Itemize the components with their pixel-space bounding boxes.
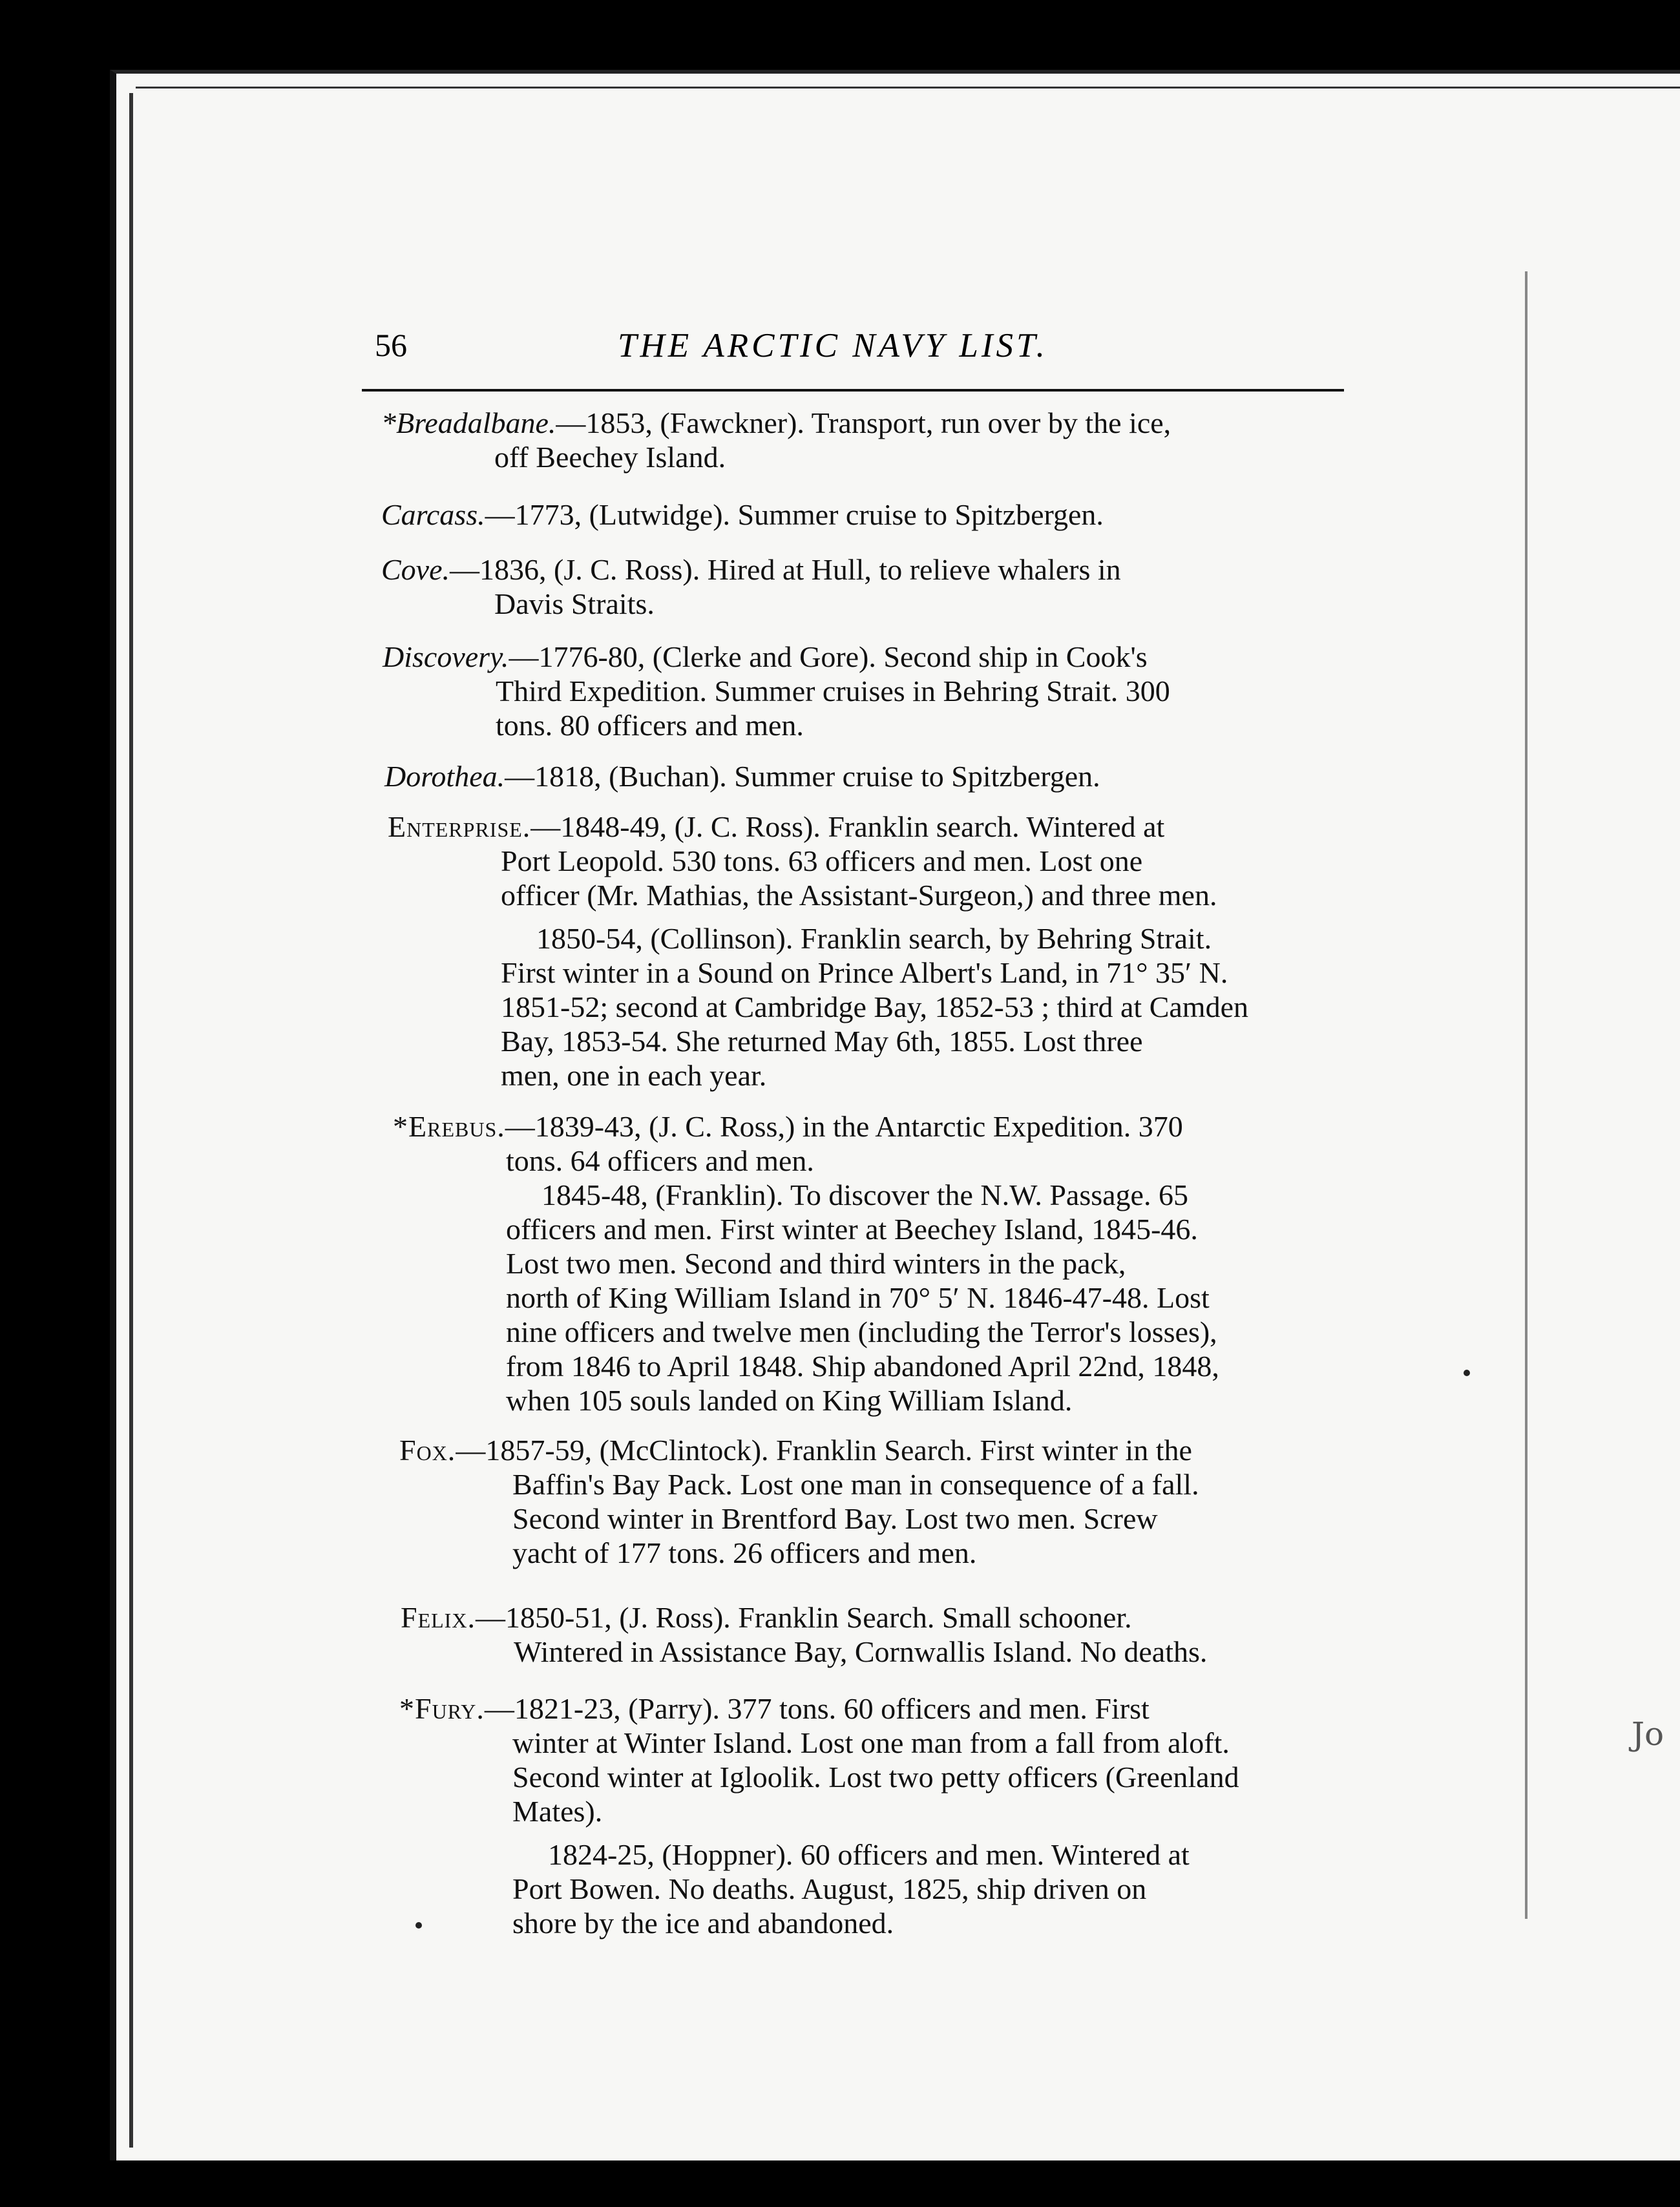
entry-enterprise: Enterprise.—1848-49, (J. C. Ross). Franklin search. Wintered at Port Leopold. 530 tons. 63 officers and men. Lost one officer (Mr. Mathias, the Assistant-Surgeon,) and three men. 1850-54, (Collinson). Franklin search, by Behring Strait. First winter in a Sound on Prince Albert's Land, in 71° 35′ N. 1851-52; second at Cambridge Bay, 1852-53 ; third at Camden Bay, 1853-54. She returned May 6th, 1855. Lost three men, one in each year. <box>388 810 1249 1092</box>
binding-crease <box>1525 271 1528 1919</box>
ship-name: Cove. <box>381 553 450 586</box>
ship-name: Enterprise. <box>388 810 531 843</box>
entry-fury-voyage-2: 1824-25, (Hoppner). 60 officers and men. Wintered at <box>548 1838 1190 1871</box>
ship-name: *Fury. <box>399 1692 485 1725</box>
entry-breadalbane: *Breadalbane.—1853, (Fawckner). Transport, run over by the ice, off Beechey Island. <box>381 406 1171 474</box>
ink-speck <box>415 1922 422 1929</box>
ship-name: Carcass. <box>381 498 485 531</box>
entry-enterprise-voyage-2: 1850-54, (Collinson). Franklin search, by Behring Strait. <box>536 922 1212 955</box>
entry-cove: Cove.—1836, (J. C. Ross). Hired at Hull, to relieve whalers in Davis Straits. <box>381 553 1121 620</box>
entry-fox: Fox.—1857-59, (McClintock). Franklin Search. First winter in the Baffin's Bay Pack. Lost one man in consequence of a fall. Second winter in Brentford Bay. Lost two men. Screw yacht of 177 tons. 26 officers and men. <box>399 1434 1199 1569</box>
entry-fury: *Fury.—1821-23, (Parry). 377 tons. 60 officers and men. First winter at Winter Island. Lost one man from a fall from aloft. Second winter at Igloolik. Lost two petty officers (Greenland Mates). 1824-25, (Hoppner). 60 officers and men. Wintered at Port Bowen. No deaths. August, 1825, ship driven on shore by the ice and abandoned. <box>399 1692 1239 1940</box>
header-rule <box>362 389 1344 392</box>
entry-discovery: Discovery.—1776-80, (Clerke and Gore). Second ship in Cook's Third Expedition. Summer cruises in Behring Strait. 300 tons. 80 officers and men. <box>383 640 1170 742</box>
ink-speck <box>1464 1370 1470 1376</box>
entry-erebus: *Erebus.—1839-43, (J. C. Ross,) in the Antarctic Expedition. 370 tons. 64 officers and men. 1845-48, (Franklin). To discover the N.W. Passage. 65 officers and men. First winter at Beechey Island, 1845-46. Lost two men. Second and third winters in the pack, north of King William Island in 70° 5′ N. 1846-47-48. Lost nine officers and twelve men (including the Terror's losses), from 1846 to April 1848. Ship abandoned April 22nd, 1848, when 105 souls landed on King William Island. <box>393 1110 1219 1417</box>
ship-name: Discovery. <box>383 640 509 673</box>
running-title: THE ARCTIC NAVY LIST. <box>618 327 1048 364</box>
page-gutter-line <box>129 93 133 2148</box>
entry-felix: Felix.—1850-51, (J. Ross). Franklin Search. Small schooner. Wintered in Assistance Bay, Cornwallis Island. No deaths. <box>401 1601 1208 1668</box>
entry-carcass: Carcass.—1773, (Lutwidge). Summer cruise to Spitzbergen. <box>381 498 1104 531</box>
entry-dorothea: Dorothea.—1818, (Buchan). Summer cruise to Spitzbergen. <box>384 760 1100 793</box>
ship-name: *Breadalbane. <box>381 406 556 439</box>
ship-name: Fox. <box>399 1434 456 1467</box>
page-top-edge <box>136 87 1680 89</box>
ship-name: *Erebus. <box>393 1110 505 1143</box>
page-header <box>375 326 1344 378</box>
entry-erebus-voyage-2: 1845-48, (Franklin). To discover the N.W. Passage. 65 <box>541 1178 1188 1211</box>
ship-name: Dorothea. <box>384 760 505 793</box>
page-number: 56 <box>375 327 407 363</box>
ship-name: Felix. <box>401 1601 476 1634</box>
margin-pencil-note: Jo <box>1632 1715 1664 1753</box>
